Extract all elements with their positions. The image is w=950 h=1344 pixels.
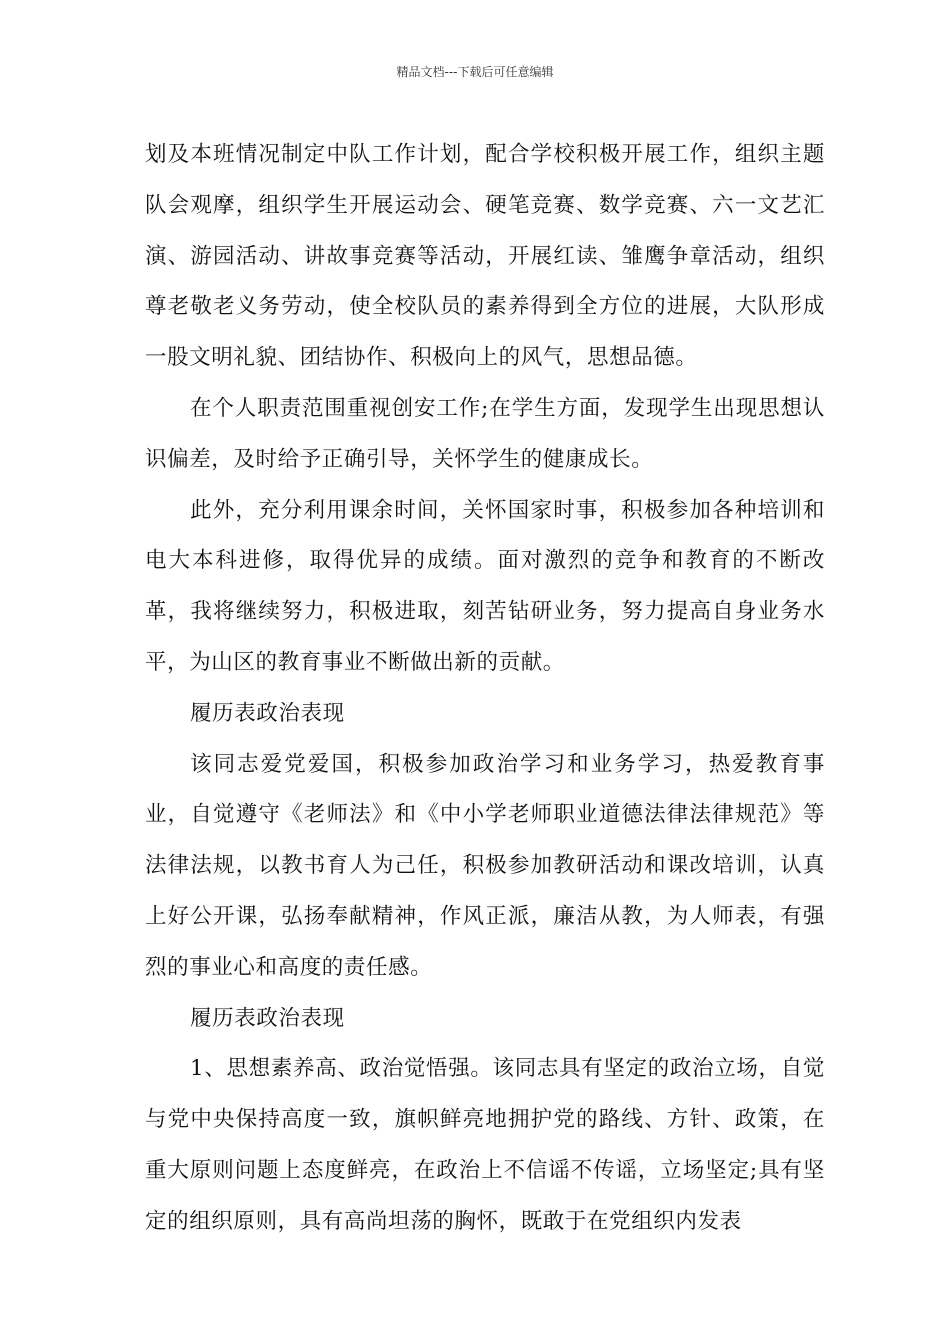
section-heading-2: 履历表政治表现 [190, 1005, 345, 1031]
page-header: 精品文档---下载后可任意编辑 [396, 65, 554, 79]
document-body [145, 130, 825, 1248]
paragraph-safety-work: 在个人职责范围重视创安工作;在学生方面，发现学生出现思想认识偏差，及时给予正确引导，关怀学生的健康成长。 [145, 395, 825, 472]
paragraph-continued: 划及本班情况制定中队工作计划，配合学校积极开展工作，组织主题队会观摩，组织学生开展运动会、硬笔竞赛、数学竞赛、六一文艺汇演、游园活动、讲故事竞赛等活动，开展红读、雏鹰争章活动，组织尊老敬老义务劳动，使全校队员的素养得到全方位的进展，大队形成一股文明礼貌、团结协作、积极向上的风气，思想品德。 [145, 142, 825, 371]
paragraph-political-1: 该同志爱党爱国，积极参加政治学习和业务学习，热爱教育事业，自觉遵守《老师法》和《中小学老师职业道德法律法律规范》等法律法规，以教书育人为己任，积极参加教研活动和课改培训，认真上好公开课，弘扬奉献精神，作风正派，廉洁从教，为人师表，有强烈的事业心和高度的责任感。 [145, 751, 825, 980]
section-heading-1: 履历表政治表现 [190, 700, 345, 726]
paragraph-political-2: 1、思想素养高、政治觉悟强。该同志具有坚定的政治立场，自觉与党中央保持高度一致，旗帜鲜亮地拥护党的路线、方针、政策，在重大原则问题上态度鲜亮，在政治上不信谣不传谣，立场坚定;具有坚定的组织原则，具有高尚坦荡的胸怀，既敢于在党组织内发表 [145, 1056, 825, 1234]
paragraph-training: 此外，充分利用课余时间，关怀国家时事，积极参加各种培训和电大本科进修，取得优异的成绩。面对激烈的竞争和教育的不断改革，我将继续努力，积极进取，刻苦钻研业务，努力提高自身业务水平，为山区的教育事业不断做出新的贡献。 [145, 497, 825, 675]
